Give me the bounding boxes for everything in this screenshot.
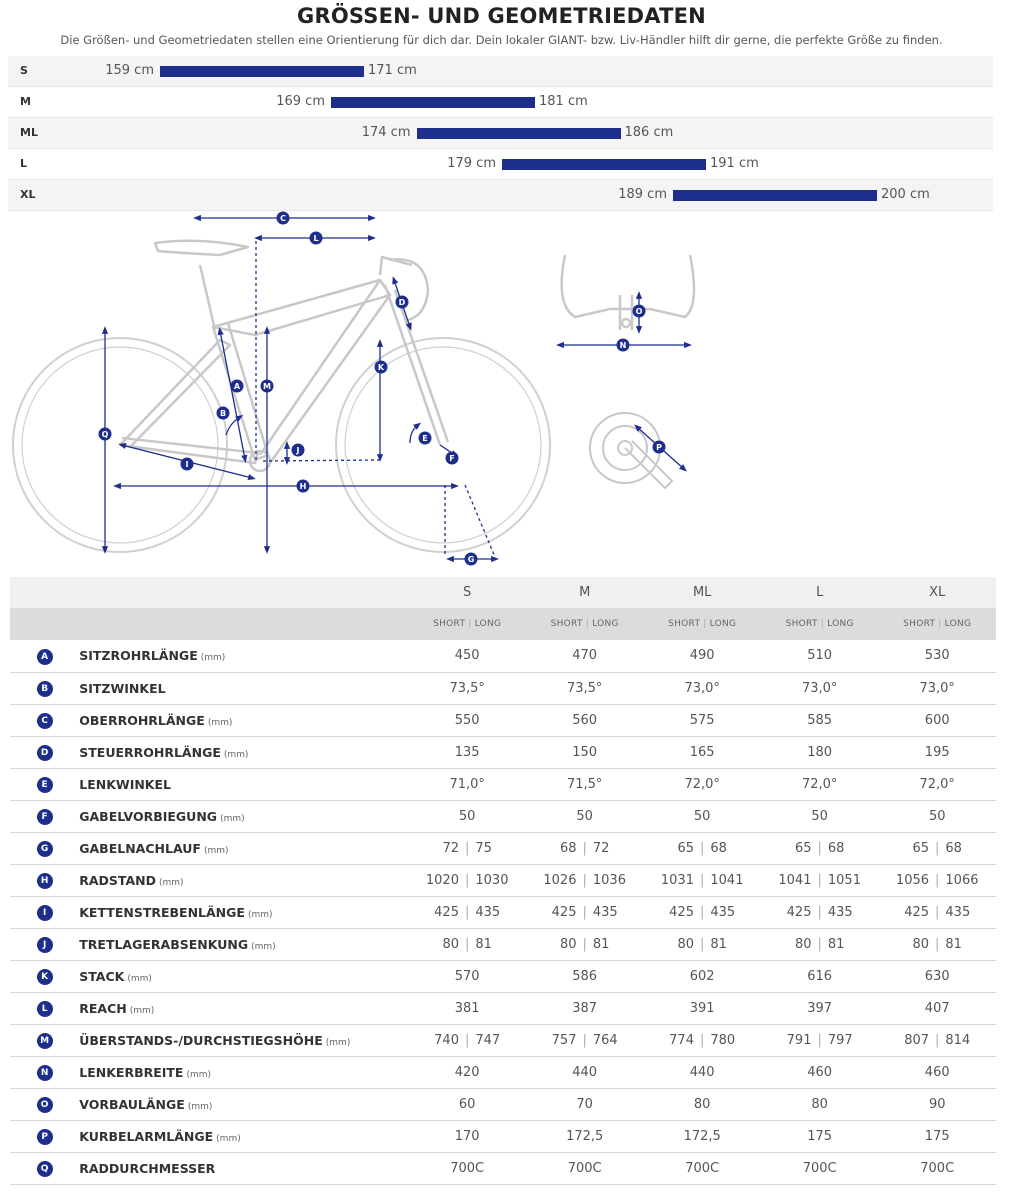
- svg-text:E: E: [422, 434, 428, 443]
- size-min-height: 169 cm: [276, 94, 325, 109]
- size-max-height: 186 cm: [624, 125, 674, 140]
- table-cell: 757 | 764: [551, 1032, 618, 1048]
- table-row: [10, 1088, 996, 1120]
- table-cell: 420: [454, 1064, 480, 1080]
- table-cell: 195: [924, 744, 950, 760]
- size-range-bar: [673, 190, 877, 201]
- short-long-header-row: [10, 608, 996, 640]
- svg-text:L: L: [313, 234, 319, 243]
- table-cell: 71,5°: [566, 776, 603, 792]
- page-subtitle: Die Größen- und Geometriedaten stellen eine Orientierung für dich dar. Dein lokaler GIANT- bzw. Liv-Händler hilft dir gerne, die perfekte Größe zu finden.: [60, 33, 943, 47]
- page-title: GRÖSSEN- UND GEOMETRIEDATEN: [297, 4, 706, 28]
- size-range-bar: [331, 97, 535, 108]
- table-cell: 72,0°: [684, 776, 720, 792]
- table-cell: 700C: [685, 1160, 720, 1176]
- table-cell: 1026 | 1036: [543, 872, 626, 888]
- table-cell: 740 | 747: [434, 1032, 501, 1048]
- table-cell: 700C: [567, 1160, 602, 1176]
- svg-text:K: K: [377, 363, 385, 372]
- row-label: LENKWINKEL: [79, 776, 171, 792]
- diagram-badge-n: [617, 339, 630, 352]
- size-column-header: S: [463, 585, 472, 600]
- table-row: [10, 736, 996, 768]
- svg-text:F: F: [449, 454, 455, 463]
- table-cell: 440: [572, 1064, 598, 1080]
- table-cell: 73,5°: [449, 680, 485, 696]
- table-cell: 440: [689, 1064, 715, 1080]
- svg-text:A: A: [233, 382, 241, 391]
- short-long-header: SHORT | LONG: [433, 619, 502, 629]
- size-min-height: 174 cm: [361, 125, 411, 140]
- size-column-header: XL: [929, 585, 946, 600]
- row-label: KETTENSTREBENLÄNGE (mm): [79, 904, 273, 920]
- table-cell: 510: [807, 648, 833, 664]
- table-cell: 791 | 797: [786, 1032, 853, 1048]
- diagram-badge-p: [653, 441, 666, 454]
- table-row: [10, 672, 996, 704]
- row-badge: B: [37, 681, 53, 697]
- table-cell: 70: [576, 1096, 593, 1112]
- table-cell: 460: [807, 1064, 833, 1080]
- table-cell: 575: [689, 712, 715, 728]
- table-cell: 65 | 68: [912, 840, 962, 856]
- size-column-header: L: [816, 585, 824, 600]
- diagram-badge-q: [99, 428, 112, 441]
- table-cell: 560: [572, 712, 598, 728]
- size-label: L: [20, 157, 28, 170]
- table-cell: 550: [454, 712, 480, 728]
- front-wheel: [336, 338, 550, 552]
- size-row-ml: [8, 118, 993, 149]
- short-long-header: SHORT | LONG: [550, 619, 619, 629]
- svg-text:C: C: [280, 214, 286, 223]
- size-min-height: 189 cm: [618, 187, 667, 202]
- diagram-badge-f: [446, 452, 459, 465]
- table-cell: 68 | 72: [559, 840, 610, 856]
- table-row: [10, 992, 996, 1024]
- table-cell: 80 | 81: [912, 936, 962, 952]
- table-cell: 80 | 81: [559, 936, 610, 952]
- diagram-badge-o: [633, 305, 646, 318]
- size-column-header: M: [579, 585, 591, 600]
- row-label: RADSTAND (mm): [79, 872, 184, 888]
- row-badge: L: [37, 1001, 53, 1017]
- table-cell: 425 | 435: [669, 904, 736, 920]
- table-row: [10, 1120, 996, 1152]
- row-label: STEUERROHRLÄNGE (mm): [79, 744, 249, 760]
- row-label: ÜBERSTANDS-/DURCHSTIEGSHÖHE (mm): [79, 1032, 351, 1048]
- table-cell: 80 | 81: [442, 936, 492, 952]
- diagram-badge-c: [277, 212, 290, 225]
- row-badge: F: [37, 809, 53, 825]
- table-cell: 425 | 435: [904, 904, 971, 920]
- table-cell: 50: [458, 808, 476, 824]
- row-badge: A: [37, 649, 53, 665]
- row-label: SITZWINKEL: [79, 680, 166, 696]
- table-cell: 175: [807, 1128, 833, 1144]
- diagram-badge-a: [231, 380, 244, 393]
- table-cell: 700C: [450, 1160, 485, 1176]
- diagram-badge-d: [396, 296, 409, 309]
- table-cell: 407: [924, 1000, 950, 1016]
- row-badge: J: [37, 937, 53, 953]
- table-row: [10, 928, 996, 960]
- table-cell: 50: [928, 808, 946, 824]
- size-max-height: 191 cm: [710, 156, 759, 171]
- table-cell: 1031 | 1041: [660, 872, 744, 888]
- diagram-badge-m: [261, 380, 274, 393]
- row-badge: E: [37, 777, 53, 793]
- row-label: GABELVORBIEGUNG (mm): [79, 808, 245, 824]
- table-cell: 172,5: [566, 1128, 604, 1144]
- table-cell: 65 | 68: [794, 840, 845, 856]
- svg-text:N: N: [619, 341, 627, 350]
- svg-text:Q: Q: [101, 430, 109, 439]
- table-cell: 50: [576, 808, 593, 824]
- table-cell: 425 | 435: [434, 904, 501, 920]
- row-label: STACK (mm): [79, 968, 152, 984]
- table-cell: 450: [454, 648, 480, 664]
- svg-text:J: J: [296, 446, 300, 455]
- table-cell: 460: [924, 1064, 950, 1080]
- row-badge: N: [37, 1065, 53, 1081]
- table-cell: 72 | 75: [442, 840, 492, 856]
- row-badge: M: [37, 1033, 53, 1049]
- row-label: VORBAULÄNGE (mm): [79, 1096, 213, 1112]
- table-cell: 165: [689, 744, 715, 760]
- short-long-header: SHORT | LONG: [668, 619, 737, 629]
- table-cell: 73,0°: [684, 680, 720, 696]
- table-cell: 175: [924, 1128, 950, 1144]
- table-cell: 50: [811, 808, 828, 824]
- diagram-badge-g: [465, 553, 478, 566]
- table-row: [10, 864, 996, 896]
- row-label: TRETLAGERABSENKUNG (mm): [79, 936, 276, 952]
- table-row: [10, 896, 996, 928]
- table-cell: 50: [693, 808, 711, 824]
- svg-text:H: H: [299, 482, 307, 491]
- row-badge: D: [37, 745, 53, 761]
- table-cell: 585: [807, 712, 833, 728]
- table-cell: 73,0°: [801, 680, 838, 696]
- short-long-header: SHORT | LONG: [903, 619, 972, 629]
- table-cell: 387: [572, 1000, 598, 1016]
- table-cell: 700C: [802, 1160, 837, 1176]
- table-cell: 72,0°: [801, 776, 838, 792]
- row-label: OBERROHRLÄNGE (mm): [79, 712, 233, 728]
- table-cell: 600: [924, 712, 950, 728]
- table-cell: 80 | 81: [677, 936, 727, 952]
- diagram-badge-h: [297, 480, 310, 493]
- table-row: [10, 1024, 996, 1056]
- svg-text:I: I: [185, 460, 189, 469]
- handlebar-front-view: [562, 255, 694, 330]
- table-cell: 602: [689, 968, 715, 984]
- size-min-height: 179 cm: [447, 156, 496, 171]
- row-badge: G: [37, 841, 53, 857]
- table-cell: 774 | 780: [669, 1032, 736, 1048]
- table-cell: 1041 | 1051: [778, 872, 861, 888]
- svg-text:B: B: [219, 409, 227, 418]
- table-cell: 425 | 435: [786, 904, 853, 920]
- table-cell: 73,5°: [566, 680, 603, 696]
- size-range-bar: [160, 66, 364, 77]
- table-cell: 570: [454, 968, 480, 984]
- table-cell: 65 | 68: [677, 840, 727, 856]
- table-row: [10, 1056, 996, 1088]
- table-row: [10, 832, 996, 864]
- row-label: LENKERBREITE (mm): [79, 1064, 212, 1080]
- diagram-badge-j: [292, 444, 305, 457]
- size-row-m: [8, 87, 993, 118]
- size-row-l: [8, 149, 993, 180]
- short-long-header: SHORT | LONG: [785, 619, 854, 629]
- row-badge: K: [37, 969, 53, 985]
- table-cell: 72,0°: [919, 776, 955, 792]
- table-cell: 80: [693, 1096, 711, 1112]
- row-label: RADDURCHMESSER: [79, 1160, 216, 1176]
- table-cell: 80 | 81: [794, 936, 845, 952]
- table-cell: 135: [454, 744, 480, 760]
- table-cell: 1056 | 1066: [895, 872, 979, 888]
- table-cell: 616: [807, 968, 833, 984]
- size-min-height: 159 cm: [105, 63, 154, 78]
- diagram-badge-k: [375, 361, 388, 374]
- row-badge: P: [37, 1129, 53, 1145]
- table-cell: 170: [454, 1128, 480, 1144]
- table-cell: 381: [454, 1000, 480, 1016]
- size-column-header: ML: [692, 585, 712, 600]
- size-row-s: [8, 56, 993, 87]
- table-cell: 60: [458, 1096, 476, 1112]
- row-label: GABELNACHLAUF (mm): [79, 840, 229, 856]
- table-cell: 807 | 814: [904, 1032, 971, 1048]
- diagram-badge-e: [419, 432, 432, 445]
- table-cell: 630: [924, 968, 950, 984]
- table-row: [10, 960, 996, 992]
- table-row: [10, 640, 996, 672]
- diagram-badge-b: [217, 407, 230, 420]
- svg-text:O: O: [635, 307, 643, 316]
- bike-frame: [120, 241, 448, 471]
- table-cell: 150: [572, 744, 598, 760]
- size-label: M: [20, 95, 31, 108]
- size-label: ML: [20, 126, 38, 139]
- size-guide: [8, 56, 993, 211]
- geometry-table: [10, 577, 996, 1185]
- svg-text:P: P: [656, 443, 662, 452]
- table-cell: 586: [572, 968, 598, 984]
- diagram-badge-i: [181, 458, 194, 471]
- size-max-height: 171 cm: [368, 63, 417, 78]
- row-badge: H: [37, 873, 53, 889]
- svg-text:M: M: [263, 382, 271, 391]
- table-cell: 172,5: [683, 1128, 721, 1144]
- row-label: REACH (mm): [79, 1000, 155, 1016]
- row-badge: I: [37, 905, 53, 921]
- table-cell: 1020 | 1030: [425, 872, 509, 888]
- table-cell: 425 | 435: [551, 904, 618, 920]
- table-row: [10, 800, 996, 832]
- table-cell: 180: [807, 744, 833, 760]
- size-range-bar: [417, 128, 621, 139]
- table-cell: 80: [811, 1096, 828, 1112]
- size-header-row: [10, 577, 996, 608]
- table-cell: 73,0°: [919, 680, 955, 696]
- size-max-height: 181 cm: [539, 94, 588, 109]
- row-label: SITZROHRLÄNGE (mm): [79, 648, 226, 664]
- table-cell: 391: [689, 1000, 715, 1016]
- row-badge: O: [37, 1097, 53, 1113]
- table-cell: 397: [807, 1000, 833, 1016]
- diagram-badge-l: [310, 232, 323, 245]
- table-row: [10, 768, 996, 800]
- row-badge: C: [37, 713, 53, 729]
- bike-geometry-diagram: [0, 205, 1010, 575]
- row-label: KURBELARMLÄNGE (mm): [79, 1128, 241, 1144]
- svg-text:G: G: [467, 555, 475, 564]
- table-cell: 700C: [920, 1160, 955, 1176]
- table-cell: 470: [572, 648, 598, 664]
- table-row: [10, 704, 996, 736]
- size-label: S: [20, 64, 28, 77]
- row-badge: Q: [37, 1161, 53, 1177]
- size-max-height: 200 cm: [881, 187, 930, 202]
- size-label: XL: [20, 188, 36, 201]
- table-cell: 71,0°: [449, 776, 485, 792]
- size-range-bar: [502, 159, 706, 170]
- svg-text:D: D: [398, 298, 406, 307]
- table-cell: 490: [689, 648, 715, 664]
- table-row: [10, 1152, 996, 1184]
- table-cell: 90: [928, 1096, 946, 1112]
- table-cell: 530: [924, 648, 950, 664]
